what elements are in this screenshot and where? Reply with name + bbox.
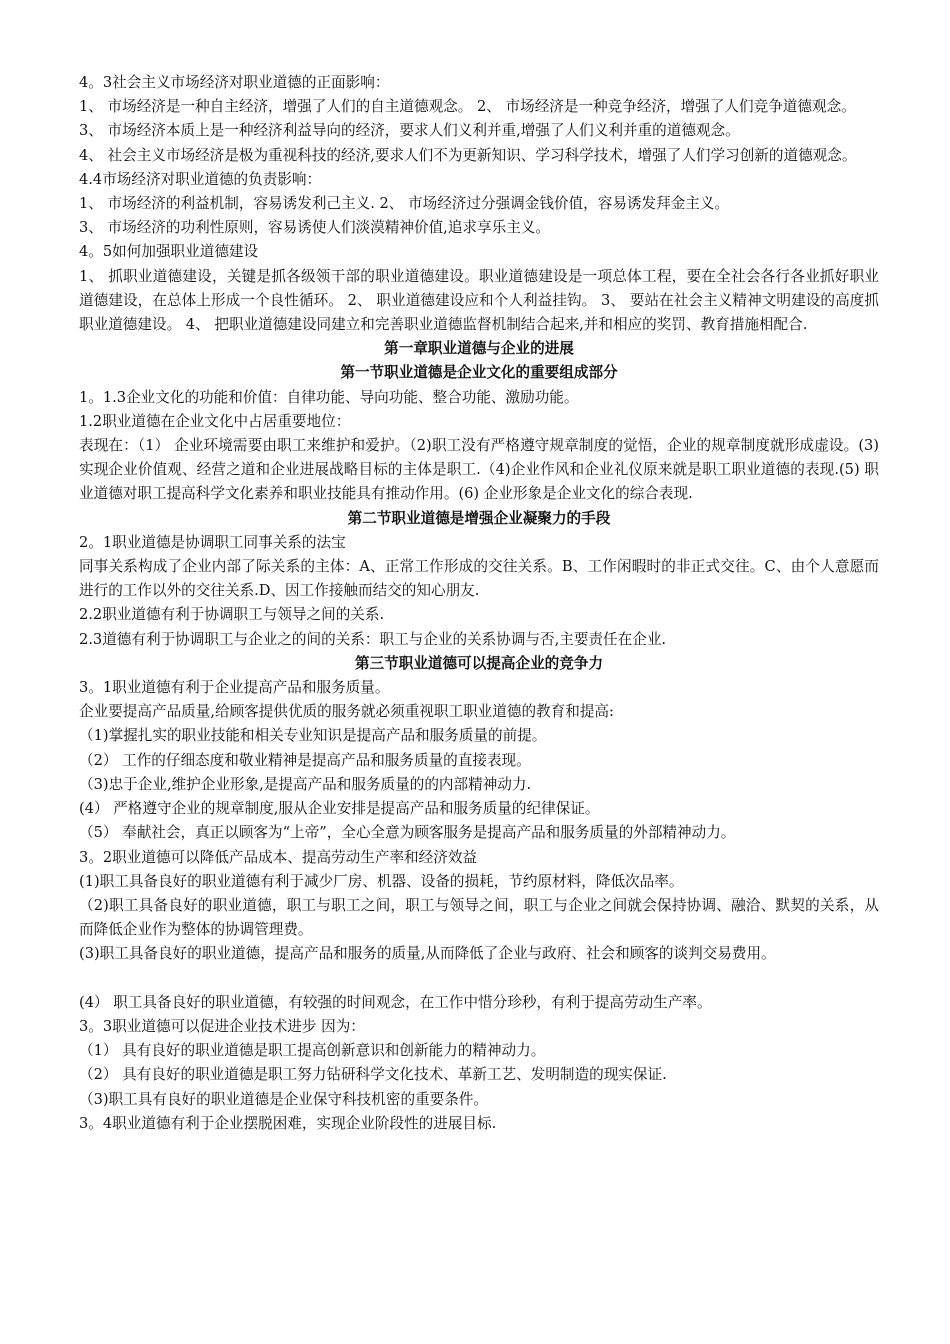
paragraph: 4.4市场经济对职业道德的负责影响： (79, 170, 322, 188)
section-heading: 第一章职业道德与企业的进展 (384, 340, 574, 358)
paragraph: 3。1职业道德有利于企业提高产品和服务质量。 (79, 679, 390, 697)
paragraph: 2。1职业道德是协调职工同事关系的法宝 (79, 533, 346, 551)
paragraph: 3。4职业道德有利于企业摆脱困难，实现企业阶段性的进展目标. (79, 1114, 497, 1132)
paragraph: (3)职工具备良好的职业道德，提高产品和服务的质量,从而降低了企业与政府、社会和顾客的谈判交易费用。 (79, 945, 776, 963)
blank-line (79, 967, 879, 991)
paragraph: （3)忠于企业,维护企业形象,是提高产品和服务质量的的内部精神动力. (79, 775, 532, 793)
paragraph: 企业要提高产品质量,给顾客提供优质的服务就必须重视职工职业道德的教育和提高: (79, 703, 614, 721)
paragraph: 1、 市场经济的利益机制，容易诱发利己主义. 2、 市场经济过分强调金钱价值，容易诱发拜金主义。 (79, 195, 730, 213)
paragraph: （5） 奉献社会，真正以顾客为“上帝”，全心全意为顾客服务是提高产品和服务质量的外部精神动力。 (79, 824, 736, 842)
paragraph: 1。1.3企业文化的功能和价值：自律功能、导向功能、整合功能、激励功能。 (79, 388, 579, 406)
paragraph: （1） 具有良好的职业道德是职工提高创新意识和创新能力的精神动力。 (79, 1042, 546, 1060)
paragraph: (1)职工具备良好的职业道德有利于减少厂房、机器、设备的损耗，节约原材料，降低次品率。 (79, 872, 684, 890)
paragraph: 4。3社会主义市场经济对职业道德的正面影响： (79, 74, 390, 91)
paragraph: 1、 市场经济是一种自主经济，增强了人们的自主道德观念。 2、 市场经济是一种竞争经济，增强了人们竞争道德观念。 (79, 98, 856, 116)
paragraph: 3、 市场经济本质上是一种经济利益导向的经济，要求人们义利并重,增强了人们义利并重的道德观念。 (79, 122, 740, 140)
paragraph: 3、 市场经济的功利性原则，容易诱使人们淡漠精神价值,追求享乐主义。 (79, 219, 550, 237)
paragraph: （2)职工具备良好的职业道德，职工与职工之间，职工与领导之间，职工与企业之间就会保持协调、融洽、默契的关系，从而降低企业作为整体的协调管理费。 (79, 896, 879, 939)
paragraph: 3。3职业道德可以促进企业技术进步 因为： (79, 1017, 365, 1035)
paragraph: （3)职工具有良好的职业道德是企业保守科技机密的重要条件。 (79, 1090, 489, 1108)
paragraph: (4） 严格遵守企业的规章制度,服从企业安排是提高产品和服务质量的纪律保证。 (79, 800, 600, 818)
paragraph: （2） 具有良好的职业道德是职工努力钻研科学文化技术、革新工艺、发明制造的现实保证. (79, 1066, 667, 1084)
paragraph: 同事关系构成了企业内部了际关系的主体：A、正常工作形成的交往关系。B、工作闲暇时的非正式交往。C、由个人意愿而进行的工作以外的交往关系.D、因工作接触而结交的知心朋友. (79, 558, 879, 600)
paragraph: （2） 工作的仔细态度和敬业精神是提高产品和服务质量的直接表现。 (79, 751, 531, 769)
paragraph: 1.2职业道德在企业文化中占居重要地位： (79, 412, 351, 430)
section-heading: 第三节职业道德可以提高企业的竞争力 (354, 654, 604, 672)
paragraph: 3。2职业道德可以降低产品成本、提高劳动生产率和经济效益 (79, 848, 478, 866)
paragraph: 2.3道德有利于协调职工与企业之的间的关系：职工与企业的关系协调与否,主要责任在企业. (79, 630, 667, 648)
paragraph: 表现在：（1） 企业环境需要由职工来维护和爱护。（2)职工没有严格遵守规章制度的觉悟，企业的规章制度就形成虚设。(3) 实现企业价值观、经营之道和企业进展战略目标的主体是职工.（4)企业作风和企业礼仪原来就是职工职业道德的表现.(5) 职业道德对职工提高科学文化素养和职业技能具有推动作用。(6) 企业形象是企业文化的综合表现. (79, 437, 879, 503)
section-heading: 第二节职业道德是增强企业凝聚力的手段 (347, 509, 611, 527)
document-body (79, 71, 879, 1136)
paragraph: （1)掌握扎实的职业技能和相关专业知识是提高产品和服务质量的前提。 (79, 727, 547, 745)
paragraph: (4） 职工具备良好的职业道德，有较强的时间观念，在工作中惜分珍秒，有利于提高劳动生产率。 (79, 993, 712, 1011)
section-heading: 第一节职业道德是企业文化的重要组成部分 (340, 364, 618, 382)
paragraph: 2.2职业道德有利于协调职工与领导之间的关系. (79, 606, 385, 624)
paragraph: 1、 抓职业道德建设，关键是抓各级领干部的职业道德建设。职业道德建设是一项总体工程，要在全社会各行各业抓好职业道德建设，在总体上形成一个良性循环。 2、 职业道德建设应和个人利益挂钩。 3、 要站在社会主义精神文明建设的高度抓职业道德建设。 4、 把职业道德建设同建立和完善职业道德监督机制结合起来,并和相应的奖罚、教育措施相配合. (79, 267, 879, 334)
paragraph: 4。5如何加强职业道德建设 (79, 243, 259, 261)
paragraph: 4、 社会主义市场经济是极为重视科技的经济,要求人们不为更新知识、学习科学技术，增强了人们学习创新的道德观念。 (79, 146, 857, 164)
